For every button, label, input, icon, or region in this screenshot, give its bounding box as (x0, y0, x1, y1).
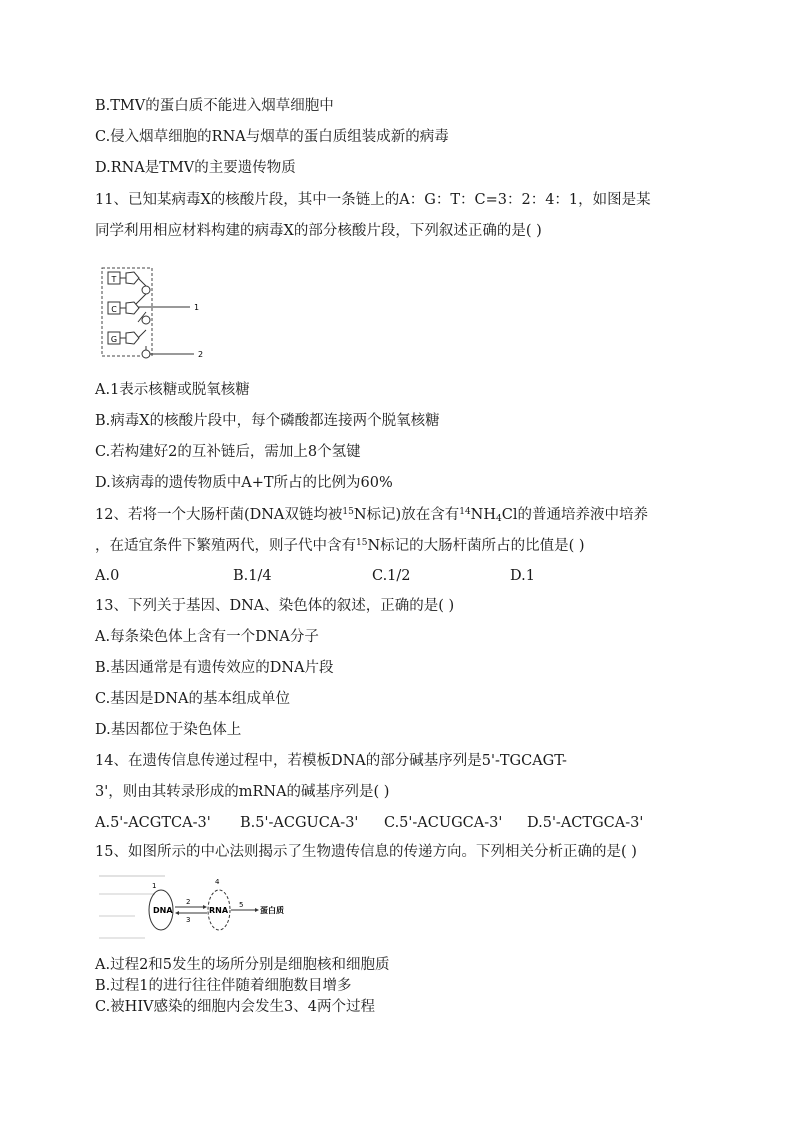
nucleic-acid-figure (98, 262, 210, 362)
q13-option-a: A.每条染色体上含有一个DNA分子 (95, 629, 319, 645)
figure-label-2: 2 (198, 350, 204, 359)
q11-option-a: A.1表示核糖或脱氧核糖 (95, 382, 250, 398)
q12-option-d: D.1 (510, 568, 535, 584)
q12-option-b: B.1/4 (233, 568, 272, 584)
q13-option-b: B.基因通常是有遗传效应的DNA片段 (95, 660, 334, 676)
q14-option-d: D.5'-ACTGCA-3' (527, 815, 644, 831)
q12-option-a: A.0 (95, 568, 120, 584)
q14-stem-line2: 3'，则由其转录形成的mRNA的碱基序列是( ) (95, 784, 390, 800)
q11-stem-line2: 同学利用相应材料构建的病毒X的部分核酸片段，下列叙述正确的是( ) (95, 223, 542, 239)
protein-label: 蛋白质 (260, 906, 284, 915)
rna-label: RNA (209, 906, 229, 915)
q12-option-c: C.1/2 (372, 568, 411, 584)
q12-stem-line2 (95, 536, 585, 556)
q15-option-b: B.过程1的进行往往伴随着细胞数目增多 (95, 978, 352, 994)
q12-text-f: N标记的大肠杆菌所占的比值是( ) (367, 538, 585, 554)
figure-label-1: 1 (194, 303, 200, 312)
q15-stem: 15、如图所示的中心法则揭示了生物遗传信息的传递方向。下列相关分析正确的是( ) (95, 844, 637, 860)
dna-label: DNA (153, 906, 173, 915)
q10-option-b: B.TMV的蛋白质不能进入烟草细胞中 (95, 98, 334, 114)
q10-option-d: D.RNA是TMV的主要遗传物质 (95, 160, 296, 176)
q12-text-c: NH (470, 507, 497, 523)
q10-option-c: C.侵入烟草细胞的RNA与烟草的蛋白质组装成新的病毒 (95, 129, 449, 145)
q11-stem-line1: 11、已知某病毒X的核酸片段，其中一条链上的A：G：T：C=3：2：4：1，如图是某 (95, 192, 651, 208)
base-c-label: C (111, 305, 117, 314)
q14-stem-line1: 14、在遗传信息传递过程中，若模板DNA的部分碱基序列是5'-TGCAGT- (95, 753, 567, 769)
q14-option-a: A.5'-ACGTCA-3' (95, 815, 211, 831)
q11-option-b: B.病毒X的核酸片段中，每个磷酸都连接两个脱氧核糖 (95, 413, 440, 429)
q12-text-d: Cl的普通培养液中培养 (501, 507, 648, 523)
q12-text-e: ，在适宜条件下繁殖两代，则子代中含有 (95, 538, 356, 554)
q11-option-c: C.若构建好2的互补链后，需加上8个氢键 (95, 444, 361, 460)
q12-stem-line1 (95, 505, 648, 525)
label-1: 1 (152, 882, 157, 890)
q12-sup-14: 14 (459, 507, 471, 517)
q12-sub-4: 4 (496, 514, 502, 524)
q12-text-a: 12、若将一个大肠杆菌(DNA双链均被 (95, 507, 343, 523)
label-3: 3 (186, 916, 191, 924)
label-2: 2 (186, 898, 191, 906)
q13-option-d: D.基因都位于染色体上 (95, 722, 242, 738)
q12-text-b: N标记)放在含有 (353, 507, 460, 523)
q14-option-b: B.5'-ACGUCA-3' (240, 815, 359, 831)
q13-stem: 13、下列关于基因、DNA、染色体的叙述，正确的是( ) (95, 598, 455, 614)
base-t-label: T (111, 275, 117, 284)
q12-sup-15b: 15 (356, 538, 368, 548)
q14-option-c: C.5'-ACUGCA-3' (384, 815, 503, 831)
q13-option-c: C.基因是DNA的基本组成单位 (95, 691, 290, 707)
q11-option-d: D.该病毒的遗传物质中A+T所占的比例为60% (95, 475, 393, 491)
label-4: 4 (215, 878, 220, 886)
label-5: 5 (239, 901, 244, 909)
q15-option-a: A.过程2和5发生的场所分别是细胞核和细胞质 (95, 957, 390, 973)
nucleotide-g (108, 332, 150, 358)
central-dogma-figure (95, 868, 295, 948)
nucleotide-c (108, 302, 150, 324)
base-g-label: G (110, 335, 118, 344)
q12-sup-15: 15 (342, 507, 354, 517)
q15-option-c: C.被HIV感染的细胞内会发生3、4两个过程 (95, 999, 375, 1015)
